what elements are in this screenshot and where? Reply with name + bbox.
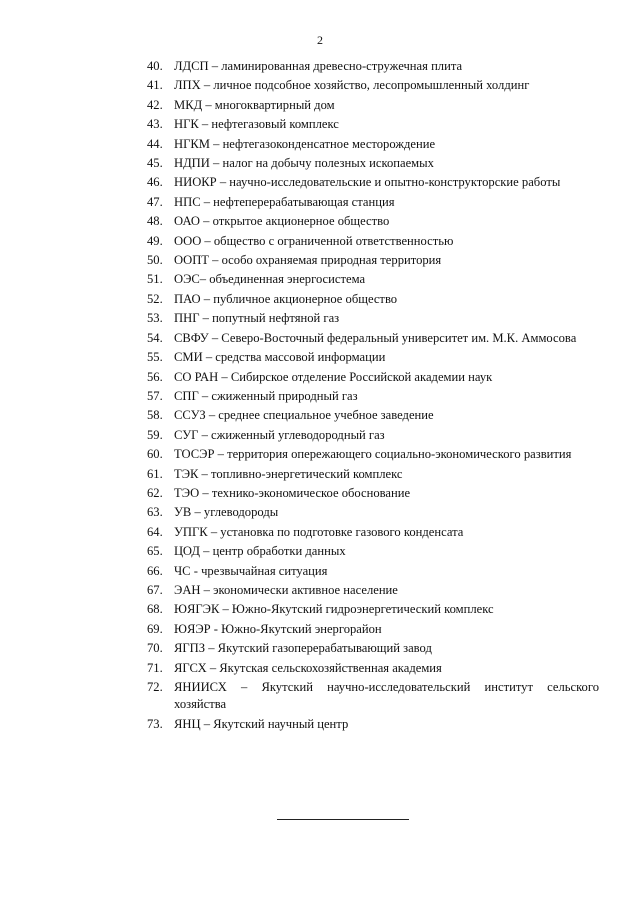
list-item bbox=[147, 406, 599, 425]
list-item-text: ООО – общество с ограниченной ответственностью bbox=[174, 233, 454, 248]
list-item-text: НДПИ – налог на добычу полезных ископаемых bbox=[174, 156, 434, 171]
list-item bbox=[147, 542, 599, 561]
list-item bbox=[147, 715, 599, 734]
list-item-text: ЦОД – центр обработки данных bbox=[174, 544, 346, 559]
list-item bbox=[147, 193, 599, 212]
list-item-number: 59. bbox=[147, 427, 163, 442]
list-item bbox=[147, 212, 599, 231]
list-item-text: МКД – многоквартирный дом bbox=[174, 97, 335, 112]
list-item-number: 49. bbox=[147, 233, 163, 248]
list-item-number: 63. bbox=[147, 505, 163, 520]
list-item-text: ССУЗ – среднее специальное учебное заведение bbox=[174, 408, 434, 423]
list-item-number: 72. bbox=[147, 680, 163, 694]
list-item bbox=[147, 426, 599, 445]
list-item-number: 52. bbox=[147, 291, 163, 306]
list-item-number: 69. bbox=[147, 621, 163, 636]
list-item bbox=[147, 484, 599, 503]
list-item-text: ОЭС– объединенная энергосистема bbox=[174, 272, 366, 287]
list-item-text: ЭАН – экономически активное население bbox=[174, 582, 398, 597]
list-item-number: 71. bbox=[147, 660, 163, 675]
list-item-number: 55. bbox=[147, 350, 163, 365]
list-item-text: ЧС - чрезвычайная ситуация bbox=[174, 563, 328, 578]
list-item bbox=[147, 465, 599, 484]
list-item-text: ЯНИИСХ – Якутский научно-исследовательский институт сельского хозяйства bbox=[174, 680, 599, 711]
list-item bbox=[147, 232, 599, 251]
list-item-text: НИОКР – научно-исследовательские и опытно-конструкторские работы bbox=[174, 175, 561, 190]
list-item bbox=[147, 678, 599, 715]
list-item-number: 62. bbox=[147, 485, 163, 500]
list-item-text: ПАО – публичное акционерное общество bbox=[174, 291, 398, 306]
list-item-text: ЯГСХ – Якутская сельскохозяйственная академия bbox=[174, 660, 442, 675]
list-item bbox=[147, 503, 599, 522]
list-item-text: НГК – нефтегазовый комплекс bbox=[174, 117, 339, 132]
page-number: 2 bbox=[317, 33, 323, 47]
list-item-text: УВ – углеводороды bbox=[174, 505, 279, 520]
list-item-text: ТЭО – технико-экономическое обоснование bbox=[174, 485, 411, 500]
list-item-number: 53. bbox=[147, 311, 163, 326]
list-item bbox=[147, 659, 599, 678]
list-item-text: СУГ – сжиженный углеводородный газ bbox=[174, 427, 385, 442]
list-item bbox=[147, 57, 599, 76]
list-item-text: НПС – нефтеперерабатывающая станция bbox=[174, 194, 395, 209]
list-item-number: 46. bbox=[147, 175, 163, 190]
list-item-number: 67. bbox=[147, 582, 163, 597]
list-item bbox=[147, 445, 599, 464]
list-item-number: 64. bbox=[147, 524, 163, 539]
list-item bbox=[147, 154, 599, 173]
list-item bbox=[147, 387, 599, 406]
abbreviation-list bbox=[147, 57, 599, 734]
list-item-number: 43. bbox=[147, 117, 163, 132]
list-item-number: 41. bbox=[147, 78, 163, 93]
list-item-text: ООПТ – особо охраняемая природная территория bbox=[174, 253, 442, 268]
list-item-number: 44. bbox=[147, 136, 163, 151]
list-item bbox=[147, 562, 599, 581]
list-item-text: ПНГ – попутный нефтяной газ bbox=[174, 311, 340, 326]
list-item bbox=[147, 251, 599, 270]
list-item bbox=[147, 135, 599, 154]
list-item-text: ЮЯГЭК – Южно-Якутский гидроэнергетический комплекс bbox=[174, 602, 494, 617]
list-item-text: ЮЯЭР - Южно-Якутский энергорайон bbox=[174, 621, 382, 636]
list-item bbox=[147, 600, 599, 619]
list-item bbox=[147, 581, 599, 600]
list-item bbox=[147, 96, 599, 115]
list-item-text: ЛПХ – личное подсобное хозяйство, лесопромышленный холдинг bbox=[174, 78, 530, 93]
list-item-number: 50. bbox=[147, 253, 163, 268]
list-item bbox=[147, 639, 599, 658]
list-item-number: 42. bbox=[147, 97, 163, 112]
list-item bbox=[147, 115, 599, 134]
list-item bbox=[147, 290, 599, 309]
list-item-number: 47. bbox=[147, 194, 163, 209]
list-item-number: 70. bbox=[147, 641, 163, 656]
list-item-text: СВФУ – Северо-Восточный федеральный университет им. М.К. Аммосова bbox=[174, 330, 577, 345]
list-item-number: 40. bbox=[147, 59, 163, 73]
end-separator-line bbox=[277, 819, 409, 820]
list-item-text: ТЭК – топливно-энергетический комплекс bbox=[174, 466, 403, 481]
list-item-text: ЯГПЗ – Якутский газоперерабатывающий завод bbox=[174, 641, 432, 656]
list-item-text: СМИ – средства массовой информации bbox=[174, 350, 386, 365]
list-item-number: 48. bbox=[147, 214, 163, 229]
list-item-number: 61. bbox=[147, 466, 163, 481]
list-item-text: ЛДСП – ламинированная древесно-стружечная плита bbox=[174, 59, 463, 73]
list-item bbox=[147, 368, 599, 387]
list-item bbox=[147, 620, 599, 639]
list-item bbox=[147, 270, 599, 289]
list-item-text: УПГК – установка по подготовке газового конденсата bbox=[174, 524, 464, 539]
list-item-text: ЯНЦ – Якутский научный центр bbox=[174, 717, 349, 731]
list-item-number: 58. bbox=[147, 408, 163, 423]
list-item bbox=[147, 76, 599, 95]
list-item-number: 68. bbox=[147, 602, 163, 617]
list-item bbox=[147, 348, 599, 367]
list-item-number: 54. bbox=[147, 330, 163, 345]
list-item bbox=[147, 173, 599, 192]
list-item-number: 66. bbox=[147, 563, 163, 578]
list-item-text: НГКМ – нефтегазоконденсатное месторождение bbox=[174, 136, 436, 151]
list-item-text: ОАО – открытое акционерное общество bbox=[174, 214, 390, 229]
list-item-number: 60. bbox=[147, 447, 163, 462]
list-item bbox=[147, 523, 599, 542]
list-item-number: 65. bbox=[147, 544, 163, 559]
list-item-number: 51. bbox=[147, 272, 163, 287]
list-item-number: 57. bbox=[147, 388, 163, 403]
list-item-text: ТОСЭР – территория опережающего социально-экономического развития bbox=[174, 447, 572, 462]
list-item-number: 56. bbox=[147, 369, 163, 384]
list-item-number: 73. bbox=[147, 717, 163, 731]
list-item-text: СО РАН – Сибирское отделение Российской академии наук bbox=[174, 369, 493, 384]
list-item-text: СПГ – сжиженный природный газ bbox=[174, 388, 358, 403]
list-item bbox=[147, 309, 599, 328]
list-item-number: 45. bbox=[147, 156, 163, 171]
list-item bbox=[147, 329, 599, 348]
